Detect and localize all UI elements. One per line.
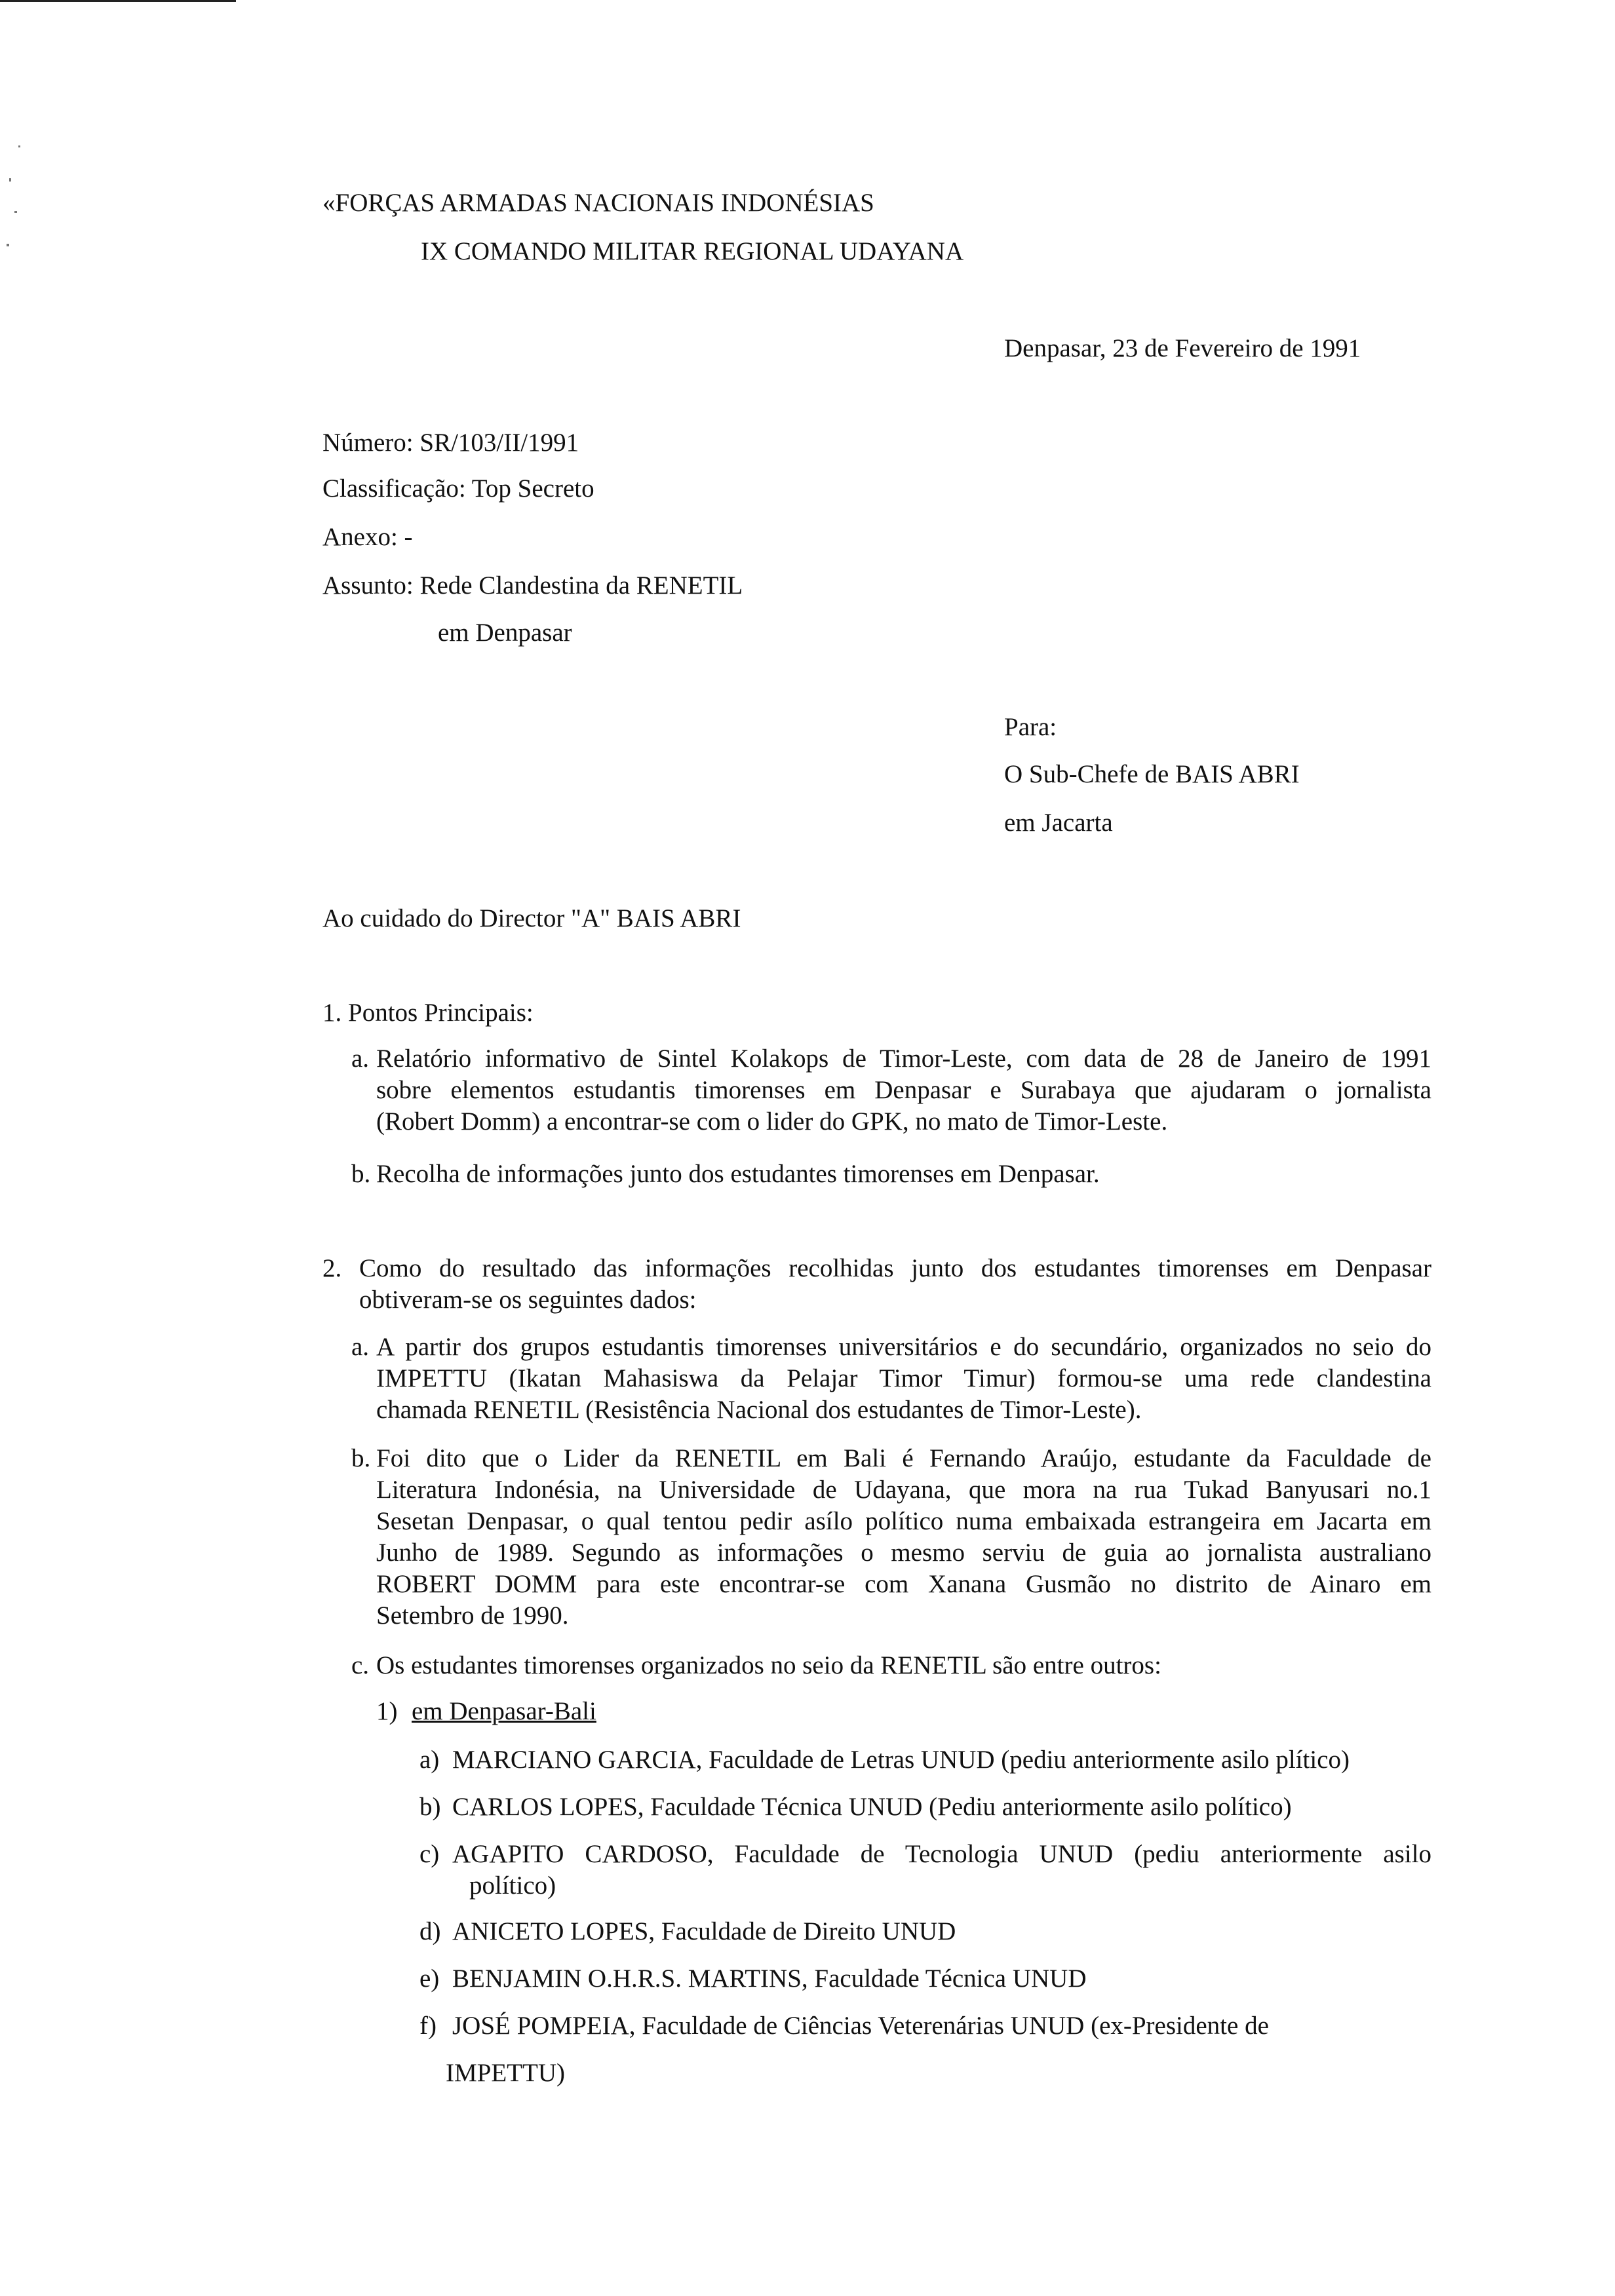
text-line: Setembro de 1990. <box>376 1601 569 1630</box>
text-line: AGAPITO CARDOSO, Faculdade de Tecnologia UNUD (pediu anteriormente asilo <box>452 1840 1431 1868</box>
section-1a-text <box>376 1043 1431 1138</box>
item-c-continuation: político) <box>469 1871 556 1900</box>
section-1b-text: Recolha de informações junto dos estudantes timorenses em Denpasar. <box>376 1160 1100 1188</box>
item-b-label: b) <box>419 1793 441 1821</box>
section-2c-text: Os estudantes timorenses organizados no seio da RENETIL são entre outros: <box>376 1651 1161 1679</box>
section-2a-text <box>376 1331 1431 1426</box>
numero-field: Número: SR/103/II/1991 <box>322 429 579 457</box>
attention-line: Ao cuidado do Director "A" BAIS ABRI <box>322 904 741 932</box>
item-c-label: c) <box>419 1840 440 1868</box>
header-line-1: «FORÇAS ARMADAS NACIONAIS INDONÉSIAS <box>322 189 874 217</box>
recipient-line-2: em Jacarta <box>1004 809 1113 837</box>
text-line: Relatório informativo de Sintel Kolakops de Timor-Leste, com data de 28 de Janeiro de 1991 <box>376 1044 1431 1073</box>
item-d-text: ANICETO LOPES, Faculdade de Direito UNUD <box>452 1917 956 1945</box>
section-2c-label: c. <box>351 1651 370 1679</box>
text-line: chamada RENETIL (Resistência Nacional dos estudantes de Timor-Leste). <box>376 1396 1142 1424</box>
text-line: Sesetan Denpasar, o qual tentou pedir asílo político numa embaixada estrangeira em Jacarta em <box>376 1507 1431 1535</box>
item-e-text: BENJAMIN O.H.R.S. MARTINS, Faculdade Técnica UNUD <box>452 1964 1087 1993</box>
classificacao-field: Classificação: Top Secreto <box>322 474 594 503</box>
section-2b-label: b. <box>351 1444 371 1472</box>
anexo-field: Anexo: - <box>322 523 413 551</box>
recipient-line-1: O Sub-Chefe de BAIS ABRI <box>1004 760 1300 788</box>
item-f-continuation: IMPETTU) <box>446 2059 565 2087</box>
text-line: Como do resultado das informações recolhidas junto dos estudantes timorenses em Denpasar <box>359 1254 1431 1282</box>
item-a-label: a) <box>419 1746 440 1774</box>
sub-1-location: em Denpasar-Bali <box>412 1697 596 1725</box>
text-line: Junho de 1989. Segundo as informações o mesmo serviu de guia ao jornalista australiano <box>376 1539 1431 1567</box>
text-line: Literatura Indonésia, na Universidade de Udayana, que mora na rua Tukad Banyusari no.1 <box>376 1476 1431 1504</box>
assunto-field: Assunto: Rede Clandestina da RENETIL <box>322 571 743 600</box>
text-line: A partir dos grupos estudantis timorenses universitários e do secundário, organizados no seio do <box>376 1333 1431 1361</box>
section-2-label: 2. <box>322 1254 342 1282</box>
text-line: IMPETTU (Ikatan Mahasiswa da Pelajar Timor Timur) formou-se uma rede clandestina <box>376 1364 1431 1392</box>
header-line-2: IX COMANDO MILITAR REGIONAL UDAYANA <box>421 237 964 265</box>
text-line: Foi dito que o Lider da RENETIL em Bali é Fernando Araújo, estudante da Faculdade de <box>376 1444 1431 1472</box>
scan-edge-line <box>0 0 236 2</box>
recipient-para: Para: <box>1004 713 1057 741</box>
section-1-heading: 1. Pontos Principais: <box>322 999 534 1027</box>
text-line: (Robert Domm) a encontrar-se com o lider do GPK, no mato de Timor-Leste. <box>376 1107 1168 1136</box>
item-b-text: CARLOS LOPES, Faculdade Técnica UNUD (Pediu anteriormente asilo político) <box>452 1793 1292 1821</box>
item-e-label: e) <box>419 1964 440 1993</box>
scan-speck <box>14 211 17 213</box>
text-line: obtiveram-se os seguintes dados: <box>359 1286 697 1314</box>
assunto-continuation: em Denpasar <box>438 619 572 647</box>
item-a-text: MARCIANO GARCIA, Faculdade de Letras UNUD (pediu anteriormente asilo plítico) <box>452 1746 1350 1774</box>
section-2a-label: a. <box>351 1333 370 1361</box>
section-1a-label: a. <box>351 1044 370 1073</box>
document-date: Denpasar, 23 de Fevereiro de 1991 <box>1004 334 1361 362</box>
item-d-label: d) <box>419 1917 441 1945</box>
section-1b-label: b. <box>351 1160 371 1188</box>
scan-speck <box>18 145 20 147</box>
section-2b-text <box>376 1443 1431 1632</box>
item-f-text: JOSÉ POMPEIA, Faculdade de Ciências Veterenárias UNUD (ex-Presidente de <box>452 2012 1269 2040</box>
text-line: ROBERT DOMM para este encontrar-se com Xanana Gusmão no distrito de Ainaro em <box>376 1570 1431 1598</box>
sub-1-label: 1) <box>376 1697 398 1725</box>
text-line: sobre elementos estudantis timorenses em Denpasar e Surabaya que ajudaram o jornalista <box>376 1076 1431 1104</box>
scan-speck <box>9 178 11 182</box>
scan-speck <box>7 244 9 246</box>
item-f-label: f) <box>419 2012 437 2040</box>
item-c-text <box>452 1839 1431 1870</box>
section-2-intro <box>359 1253 1431 1316</box>
